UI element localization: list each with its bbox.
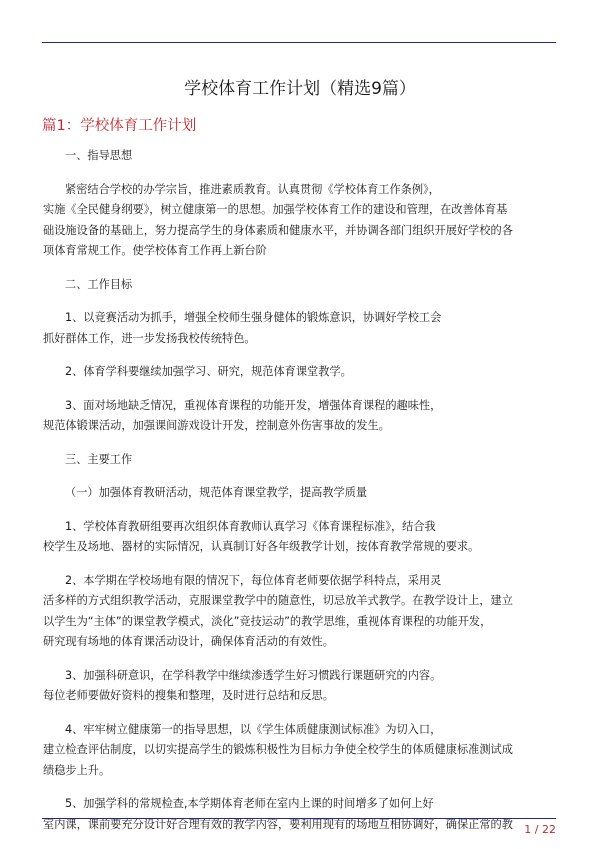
paragraph-line: 1、学校体育教研组要再次组织体育教师认真学习《体育课程标准》，结合我 <box>65 519 436 533</box>
paragraph-line: 以学生为“主体”的课堂教学模式，淡化”竞技运动”的教学思维，重视体育课程的功能开发， <box>43 614 492 628</box>
paragraph-line: 4、牢牢树立健康第一的指导思想，以《学生体质健康测试标准》为切入口， <box>65 722 442 736</box>
paragraph <box>43 450 557 471</box>
paragraph <box>43 720 557 782</box>
paragraph-line: 研究现有场地的体育课活动设计，确保体育活动的有效性。 <box>43 635 334 648</box>
paragraph-line: 抓好群体工作，进一步发扬我校传统特色。 <box>43 331 256 345</box>
paragraph-line: 础设施设备的基础上，努力提高学生的身体素质和健康水平，并协调各部门组织开展好学校的各 <box>43 223 513 237</box>
paragraph <box>43 483 557 504</box>
paragraph-line: 二、工作目标 <box>65 277 133 291</box>
paragraph <box>43 275 557 296</box>
section-title: 篇1：学校体育工作计划 <box>42 118 197 134</box>
paragraph <box>43 794 557 835</box>
paragraph-line: 绩稳步上升。 <box>43 763 111 777</box>
paragraph <box>43 180 557 262</box>
paragraph-line: （一）加强体育教研活动，规范体育课堂教学，提高教学质量 <box>65 486 368 499</box>
paragraph <box>43 571 557 653</box>
paragraph-line: 紧密结合学校的办学宗旨，推进素质教育。认真贯彻《学校体育工作条例》， <box>65 182 440 196</box>
footer-rule <box>42 818 556 819</box>
paragraph-line: 实施《全民健身纲要》，树立健康第一的思想。加强学校体育工作的建设和管理，在改善体育基 <box>43 203 508 216</box>
paragraph-line: 3、面对场地缺乏情况，重视体育课程的功能开发，增强体育课程的趣味性， <box>65 398 442 412</box>
page-number: 1 / 22 <box>524 823 556 836</box>
paragraph-line: 项体育常规工作。使学校体育工作再上新台阶 <box>43 244 267 257</box>
paragraph-line: 1、以竞赛活动为抓手，增强全校师生强身健体的锻炼意识，协调好学校工会 <box>65 311 442 324</box>
document-title: 学校体育工作计划（精选9篇） <box>184 79 416 99</box>
paragraph <box>43 517 557 558</box>
paragraph-line: 5、加强学科的常规检查,本学期体育老师在室内上课的时间增多了如何上好 <box>65 797 434 810</box>
paragraph-line: 每位老师要做好资料的搜集和整理，及时进行总结和反思。 <box>43 689 334 702</box>
paragraph-line: 2、体育学科要继续加强学习、研究，规范体育课堂教学。 <box>65 365 352 378</box>
paragraph-line: 建立检查评估制度，以切实提高学生的锻炼积极性为目标力争使全校学生的体质健康标准测试成 <box>43 743 513 756</box>
paragraph-line: 校学生及场地、器材的实际情况，认真制订好各年级教学计划，按体育教学常规的要求。 <box>43 540 480 553</box>
paragraph-line: 2、本学期在学校场地有限的情况下，每位体育老师要依据学科特点，采用灵 <box>65 573 442 587</box>
paragraph <box>43 396 557 437</box>
header-rule <box>42 42 556 43</box>
paragraph <box>43 146 557 167</box>
paragraph-line: 活多样的方式组织教学活动，克服课堂教学中的随意性，切忌放羊式教学。在教学设计上，建立 <box>43 594 513 607</box>
document-body <box>43 146 557 848</box>
paragraph-line: 一、指导思想 <box>65 149 133 162</box>
paragraph-line: 规范体锻课活动，加强课间游戏设计开发，控制意外伤害事故的发生。 <box>43 419 390 432</box>
paragraph-line: 室内课，课前要充分设计好合理有效的教学内容，要利用现有的场地互相协调好，确保正常的教 <box>43 817 513 831</box>
paragraph <box>43 362 557 383</box>
paragraph <box>43 666 557 707</box>
paragraph-line: 3、加强科研意识，在学科教学中继续渗透学生好习惯践行课题研究的内容。 <box>65 668 442 682</box>
paragraph <box>43 308 557 349</box>
paragraph-line: 三、主要工作 <box>65 452 133 466</box>
